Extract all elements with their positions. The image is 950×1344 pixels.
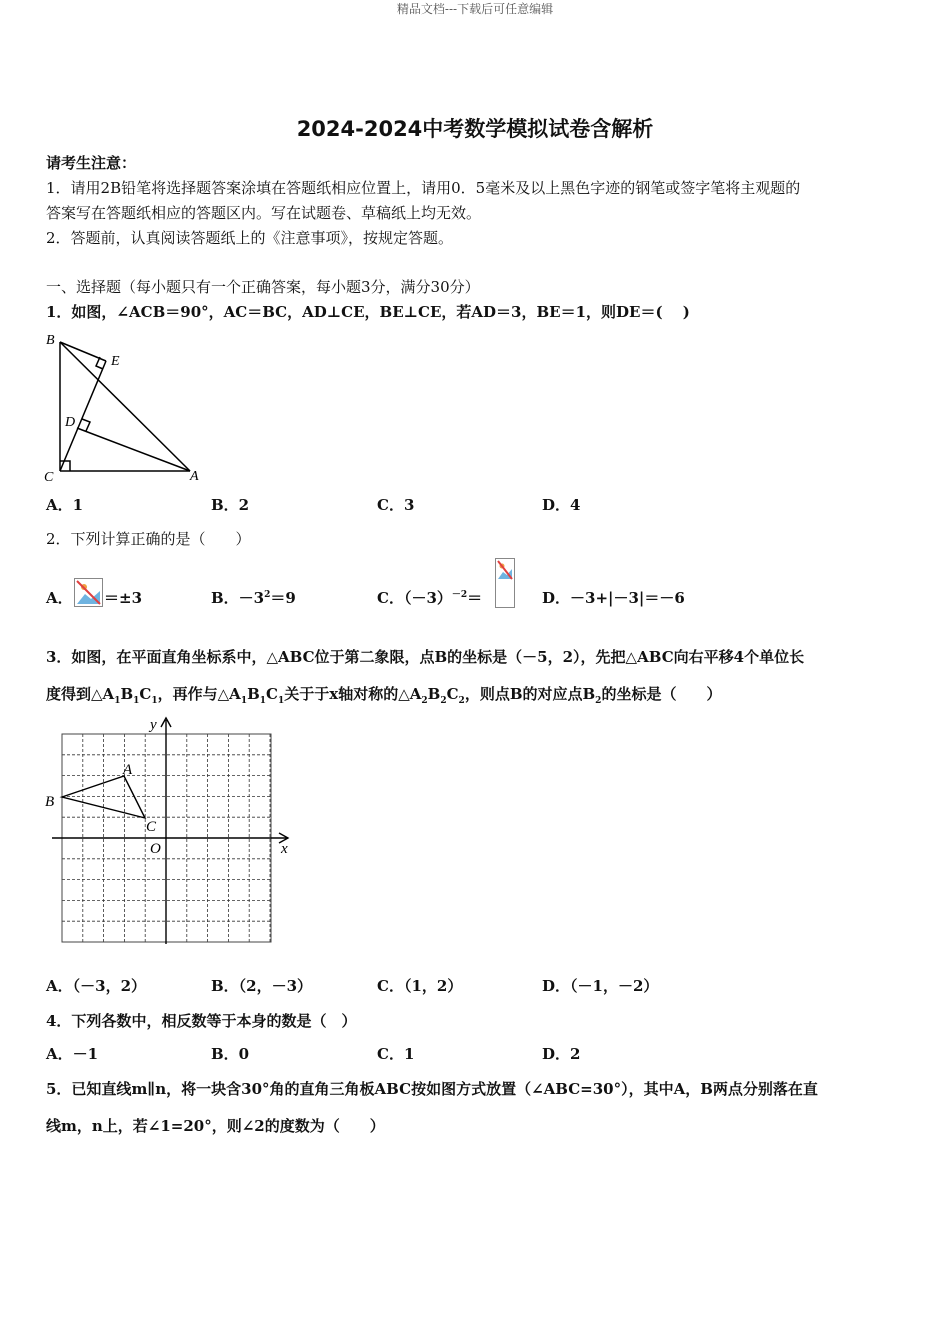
q2-option-b-exponent: 2 <box>264 590 271 600</box>
section-heading: 一、选择题（每小题只有一个正确答案，每小题3分，满分30分） <box>46 278 480 296</box>
q3-subscript: 2 <box>458 696 465 706</box>
q4-option-b: B．0 <box>211 1045 250 1063</box>
q3-subscript: 1 <box>240 696 248 706</box>
label-y: y <box>150 717 157 733</box>
page-title: 2024-2024中考数学模拟试卷含解析 <box>296 117 654 141</box>
q3-text: C <box>266 685 278 703</box>
q4-stem: 4．下列各数中，相反数等于本身的数是（ ） <box>46 1012 357 1030</box>
q1-triangle-figure <box>40 328 210 488</box>
label-c: C <box>146 819 157 835</box>
q3-text: ，则点B的对应点B <box>464 685 596 703</box>
q3-text: B <box>120 685 134 703</box>
q3-text: 的坐标是（ ） <box>601 685 722 703</box>
segment-da <box>77 428 190 471</box>
q2-option-b-prefix: B．－3 <box>211 589 265 607</box>
segment-ba <box>60 342 190 471</box>
q1-option-d: D．4 <box>542 496 581 514</box>
missing-image-icon <box>74 578 103 607</box>
label-b: B <box>45 794 55 810</box>
label-b: B <box>46 333 55 348</box>
q3-subscript: 1 <box>277 696 285 706</box>
q2-option-c-exponent: －2 <box>451 590 468 600</box>
notice-heading: 请考生注意： <box>46 154 137 172</box>
q1-option-c: C．3 <box>377 496 415 514</box>
label-x: x <box>281 841 288 857</box>
right-angle-d <box>82 419 90 431</box>
label-a: A <box>190 469 199 484</box>
q1-stem: 1．如图，∠ACB＝90°，AC＝BC，AD⊥CE，BE⊥CE，若AD＝3，BE＝1，则DE＝( ) <box>46 303 690 321</box>
q2-option-c-prefix: C．（－3） <box>377 589 452 607</box>
label-o: O <box>150 841 161 857</box>
notice-item1-line2: 答案写在答题纸相应的答题区内。写在试题卷、草稿纸上均无效。 <box>46 204 482 222</box>
q4-option-c: C．1 <box>377 1045 415 1063</box>
q3-option-a: A．（－3，2） <box>46 977 147 995</box>
q2-option-d: D．－3+|－3|＝－6 <box>542 589 685 607</box>
q2-option-b <box>211 587 296 608</box>
q3-coordinate-figure <box>40 712 300 957</box>
q4-option-a: A．－1 <box>46 1045 99 1063</box>
notice-item1-line1: 1．请用2B铅笔将选择题答案涂填在答题纸相应位置上，请用0．5毫米及以上黑色字迹的钢笔或签字笔将主观题的 <box>46 179 801 197</box>
label-e: E <box>111 354 120 369</box>
notice-item2: 2．答题前，认真阅读答题纸上的《注意事项》，按规定答题。 <box>46 229 454 247</box>
q3-text: 关于于x轴对称的△A <box>284 685 422 703</box>
q3-text: C <box>139 685 152 703</box>
q3-text: 度得到△A <box>46 685 115 703</box>
label-d: D <box>65 415 76 430</box>
q4-option-d: D．2 <box>542 1045 581 1063</box>
missing-image-icon <box>495 558 515 608</box>
q3-stem-line1: 3．如图，在平面直角坐标系中，△ABC位于第二象限，点B的坐标是（－5，2），先把△ABC向右平移4个单位长 <box>46 648 805 666</box>
q3-text: ，再作与△A <box>157 685 241 703</box>
q1-option-b: B．2 <box>211 496 250 514</box>
q3-option-d: D．（－1，－2） <box>542 977 659 995</box>
q3-text: B <box>247 685 260 703</box>
q2-option-a-suffix: ＝±3 <box>104 589 143 607</box>
q2-option-b-suffix: ＝9 <box>270 589 296 607</box>
q1-option-a: A．1 <box>46 496 84 514</box>
label-a: A <box>123 762 133 778</box>
label-c: C <box>44 470 54 485</box>
q2-option-a-prefix: A． <box>46 589 73 607</box>
q2-stem: 2．下列计算正确的是（ ） <box>46 530 251 548</box>
q5-stem-line2: 线m，n上，若∠1=20°，则∠2的度数为（ ） <box>46 1117 385 1135</box>
q3-option-c: C．（1，2） <box>377 977 463 995</box>
q2-option-a <box>46 587 73 608</box>
q3-subscript: 1 <box>259 696 267 706</box>
page-header-note: 精品文档---下载后可任意编辑 <box>396 2 554 16</box>
q3-subscript: 1 <box>151 696 158 706</box>
q2-option-c <box>377 587 482 608</box>
q3-stem-line2 <box>46 683 721 706</box>
q3-subscript: 2 <box>595 696 602 706</box>
q3-subscript: 1 <box>133 696 140 706</box>
q3-text: B <box>427 685 441 703</box>
q3-option-b: B．（2，－3） <box>211 977 313 995</box>
q3-text: C <box>446 685 459 703</box>
q2-option-c-suffix: ＝ <box>467 589 483 607</box>
q3-subscript: 1 <box>114 696 121 706</box>
q3-subscript: 2 <box>440 696 447 706</box>
q5-stem-line1: 5．已知直线m∥n，将一块含30°角的直角三角板ABC按如图方式放置（∠ABC=30°），其中A，B两点分别落在直 <box>46 1080 818 1098</box>
q3-subscript: 2 <box>421 696 428 706</box>
